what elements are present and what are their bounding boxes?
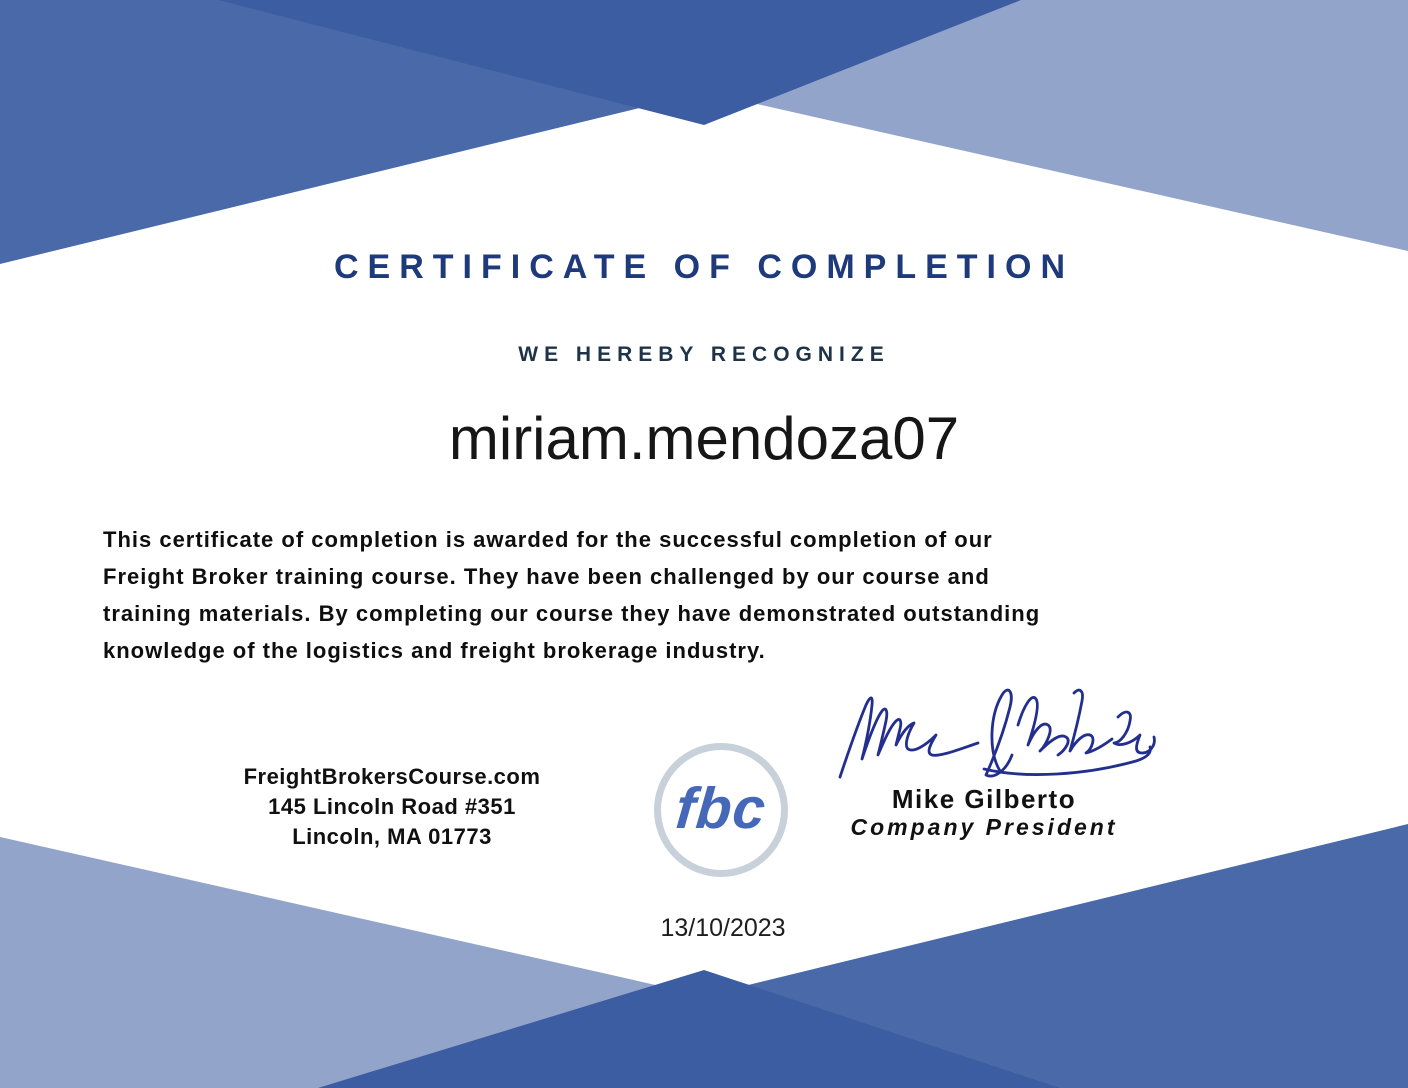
body-line-2: Freight Broker training course. They have been challenged by our course and — [103, 564, 990, 589]
recognition-subtitle: WE HEREBY RECOGNIZE — [518, 343, 890, 366]
recipient-name: miriam.mendoza07 — [448, 405, 960, 472]
issuer-address-line2: Lincoln, MA 01773 — [292, 824, 492, 849]
issuer-address-line1: 145 Lincoln Road #351 — [268, 794, 516, 819]
body-line-4: knowledge of the logistics and freight brokerage industry. — [103, 638, 766, 663]
issue-date: 13/10/2023 — [660, 914, 786, 942]
signer-name: Mike Gilberto — [891, 784, 1077, 814]
fbc-logo — [654, 743, 788, 877]
body-line-3: training materials. By completing our course they have demonstrated outstanding — [103, 601, 1041, 626]
fbc-logo-text: fbc — [673, 776, 769, 841]
issuer-address-block — [142, 762, 642, 852]
issuer-website: FreightBrokersCourse.com — [243, 764, 541, 789]
signer-title: Company President — [850, 814, 1118, 840]
signature-icon — [836, 680, 1156, 782]
certificate-title: CERTIFICATE OF COMPLETION — [333, 248, 1074, 286]
body-line-1: This certificate of completion is awarded for the successful completion of our — [103, 527, 993, 552]
certificate-body-paragraph — [103, 521, 1040, 669]
